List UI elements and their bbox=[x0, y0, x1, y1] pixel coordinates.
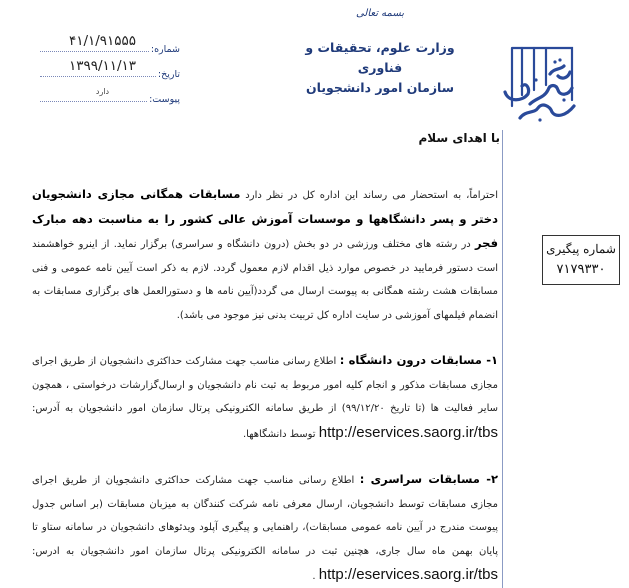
letter-attachment-label: پیوست: bbox=[149, 94, 180, 105]
tracking-number-label: شماره پیگیری bbox=[546, 242, 616, 256]
letter-attachment-row bbox=[40, 80, 180, 105]
section-1-suffix: توسط دانشگاهها. bbox=[242, 428, 319, 440]
margin-divider bbox=[502, 130, 503, 588]
bismillah-heading: بسمه تعالی bbox=[355, 8, 405, 19]
section-1-text: اطلاع رسانی مناسب جهت مشارکت حداکثری دانشجویان از طریق اجرای مجازی مسابقات مذکور و انجام کلیه امور مربوط به ثبت نام دانشجویان و ارسال‌گزارشات درخواستی ، همچون سایر فعالیت ها (تا تاریخ ۹۹/۱۲/۲۰) از طریق سامانه الکترونیکی پرتال سازمان امور دانشجویان به آدرس: bbox=[32, 356, 499, 414]
ministry-name: وزارت علوم، تحقیقات و فناوری bbox=[305, 40, 455, 75]
letter-number-label: شماره: bbox=[150, 44, 180, 55]
intro-text: احتراماً، به استحضار می رساند این اداره کل در نظر دارد bbox=[240, 190, 499, 201]
organization-logo-icon bbox=[500, 40, 585, 125]
section-2-title: ۲- مسابقات سراسری : bbox=[359, 472, 498, 486]
section-1-paragraph bbox=[32, 349, 498, 446]
section-1-url-link[interactable]: http://eservices.saorg.ir/tbs bbox=[318, 423, 498, 441]
section-1-title: ۱- مسابقات درون دانشگاه : bbox=[339, 353, 499, 367]
dotted-line bbox=[40, 51, 149, 52]
intro-bold-text: مسابقات همگانی مجازی دانشجویان دختر و پسر دانشگاهها و موسسات آموزش عالی کشور را به مناسبت دهه مبارک فجر bbox=[32, 187, 498, 250]
tracking-number-value: ۷۱۷۹۳۳۰ bbox=[556, 262, 606, 277]
organization-name: سازمان امور دانشجویان bbox=[305, 80, 455, 95]
section-2-paragraph bbox=[32, 468, 498, 588]
greeting: با اهدای سلام bbox=[418, 131, 500, 145]
letter-date-row bbox=[40, 55, 180, 80]
letterhead-title bbox=[290, 38, 470, 98]
letter-date-label: تاریخ: bbox=[157, 69, 180, 80]
letter-number-value: ۴۱/۱/۹۱۵۵۵ bbox=[68, 33, 137, 49]
letter-meta bbox=[40, 30, 180, 105]
tracking-number-box bbox=[542, 235, 620, 285]
intro-paragraph bbox=[32, 183, 498, 327]
letter-body bbox=[32, 183, 498, 588]
letter-number-row bbox=[40, 30, 180, 55]
letter-date-value: ۱۳۹۹/۱۱/۱۳ bbox=[68, 58, 137, 74]
section-2-text: اطلاع رسانی مناسب جهت مشارکت حداکثری دانشجویان از طریق اجرای مجازی مسابقات توسط دانشجویان، ارسال معرفی نامه شرکت کنندگان به میزبان مسابقات (بر اساس جدول پیوست مندرج در آیین نامه عمومی مسابقات)، راهنمایی و پیگیری آپلود ویدئوهای دانشجویان در سامانه ستاو تا پایان بهمن ماه سال جاری، هچنین ثبت در سامانه الکترونیکی پرتال سازمان امور دانشجویان به ادرس: bbox=[32, 475, 498, 557]
letter-attachment-value: دارد bbox=[95, 87, 110, 96]
section-2-url-link[interactable]: http://eservices.saorg.ir/tbs bbox=[318, 566, 498, 583]
section-2-suffix: . bbox=[312, 571, 319, 582]
dotted-line bbox=[40, 101, 147, 102]
dotted-line bbox=[40, 76, 156, 77]
intro-text-continued: در رشته های مختلف ورزشی در دو بخش (درون دانشگاه و سراسری) برگزار نماید. از اینرو خواهشمند است دستور فرمایید در خصوص موارد ذیل اقدام لازم معمول گردد. لازم به ذکر است آیین نامه عمومی و فنی مسابقات هشت رشته همگانی به پیوست ارسال می گردد(آیین نامه ها و دستورالعمل های برگزاری مسابقات به انضمام فیلمهای آموزشی در سایت اداره کل تربیت بدنی نیز موجود می باشد). bbox=[32, 239, 498, 321]
